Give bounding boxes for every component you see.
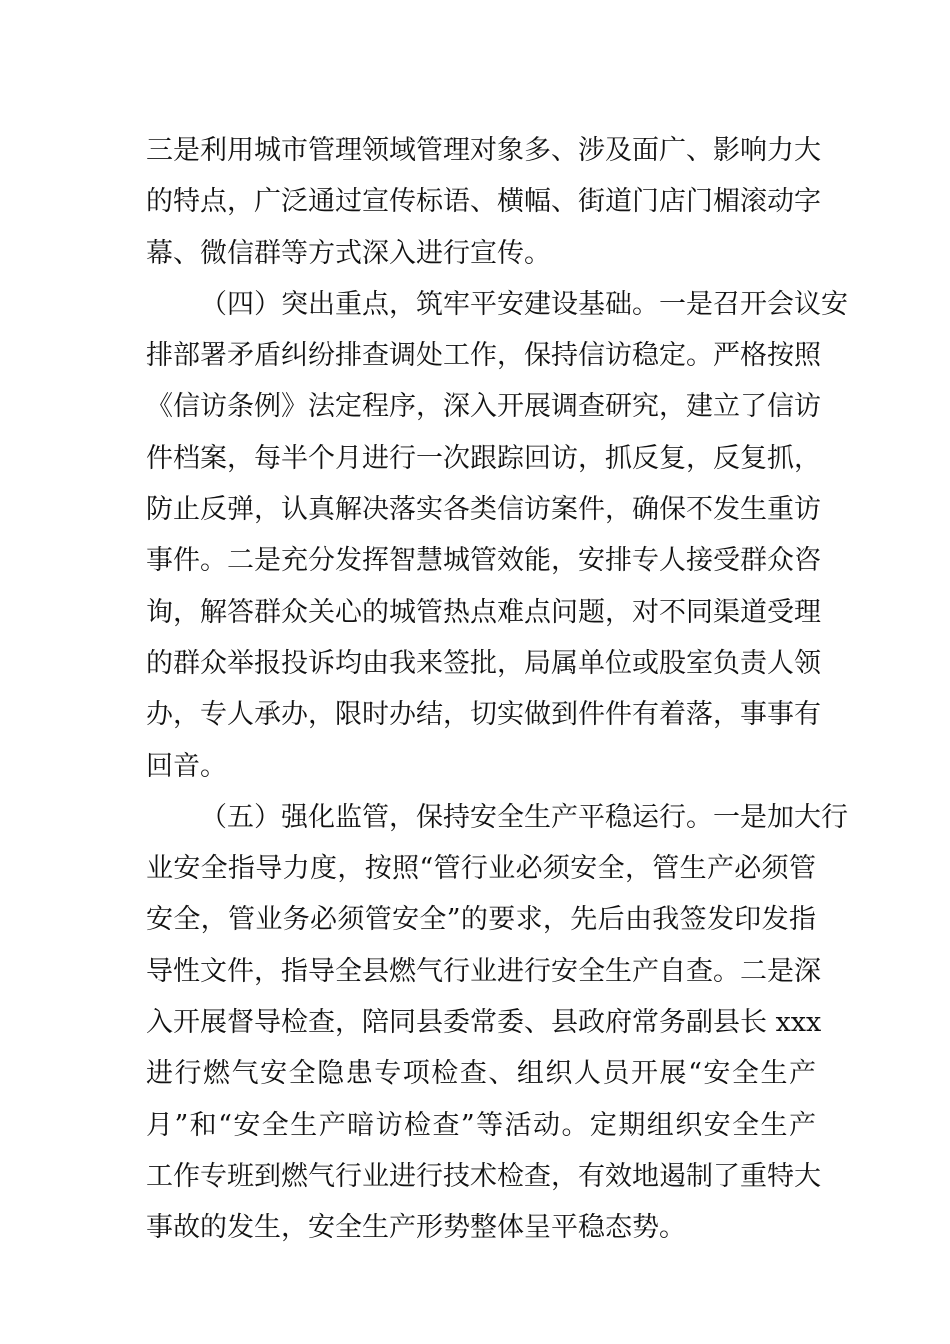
text-line: 业安全指导力度，按照“管行业必须安全，管生产必须管 [146,853,816,885]
text-line: 进行燃气安全隐患专项检查、组织人员开展“安全生产 [146,1058,816,1090]
text-line: 导性文件，指导全县燃气行业进行安全生产自查。二是深 [146,955,821,987]
text-line: 防止反弹，认真解决落实各类信访案件，确保不发生重访 [146,494,821,526]
text-line: 入开展督导检查，陪同县委常委、县政府常务副县长 xxx [146,1007,822,1039]
text-line: 件档案，每半个月进行一次跟踪回访，抓反复，反复抓， [146,442,821,474]
text-line: 回音。 [146,750,227,782]
paragraph-start-line: （四）突出重点，筑牢平安建设基础。一是召开会议安 [200,288,848,320]
text-line: 安全，管业务必须管安全”的要求，先后由我签发印发指 [146,904,816,936]
text-line: 工作专班到燃气行业进行技术检查，有效地遏制了重特大 [146,1160,821,1192]
text-line: 办，专人承办，限时办结，切实做到件件有着落，事事有 [146,699,821,731]
text-line: 排部署矛盾纠纷排查调处工作，保持信访稳定。严格按照 [146,340,821,372]
text-line: 幕、微信群等方式深入进行宣传。 [146,237,551,269]
text-line: 的特点，广泛通过宣传标语、横幅、街道门店门楣滚动字 [146,186,821,218]
text-line: 《信访条例》法定程序，深入开展调查研究，建立了信访 [146,391,821,423]
text-line: 的群众举报投诉均由我来签批，局属单位或股室负责人领 [146,647,821,679]
paragraph-start-line: （五）强化监管，保持安全生产平稳运行。一是加大行 [200,801,848,833]
text-line: 事故的发生，安全生产形势整体呈平稳态势。 [146,1212,686,1244]
text-line: 三是利用城市管理领域管理对象多、涉及面广、影响力大 [146,135,821,166]
text-line: 事件。二是充分发挥智慧城管效能，安排专人接受群众咨 [146,545,821,577]
body-text [146,125,848,1254]
text-line: 月”和“安全生产暗访检查”等活动。定期组织安全生产 [146,1109,816,1141]
text-line: 询，解答群众关心的城管热点难点问题，对不同渠道受理 [146,596,821,628]
